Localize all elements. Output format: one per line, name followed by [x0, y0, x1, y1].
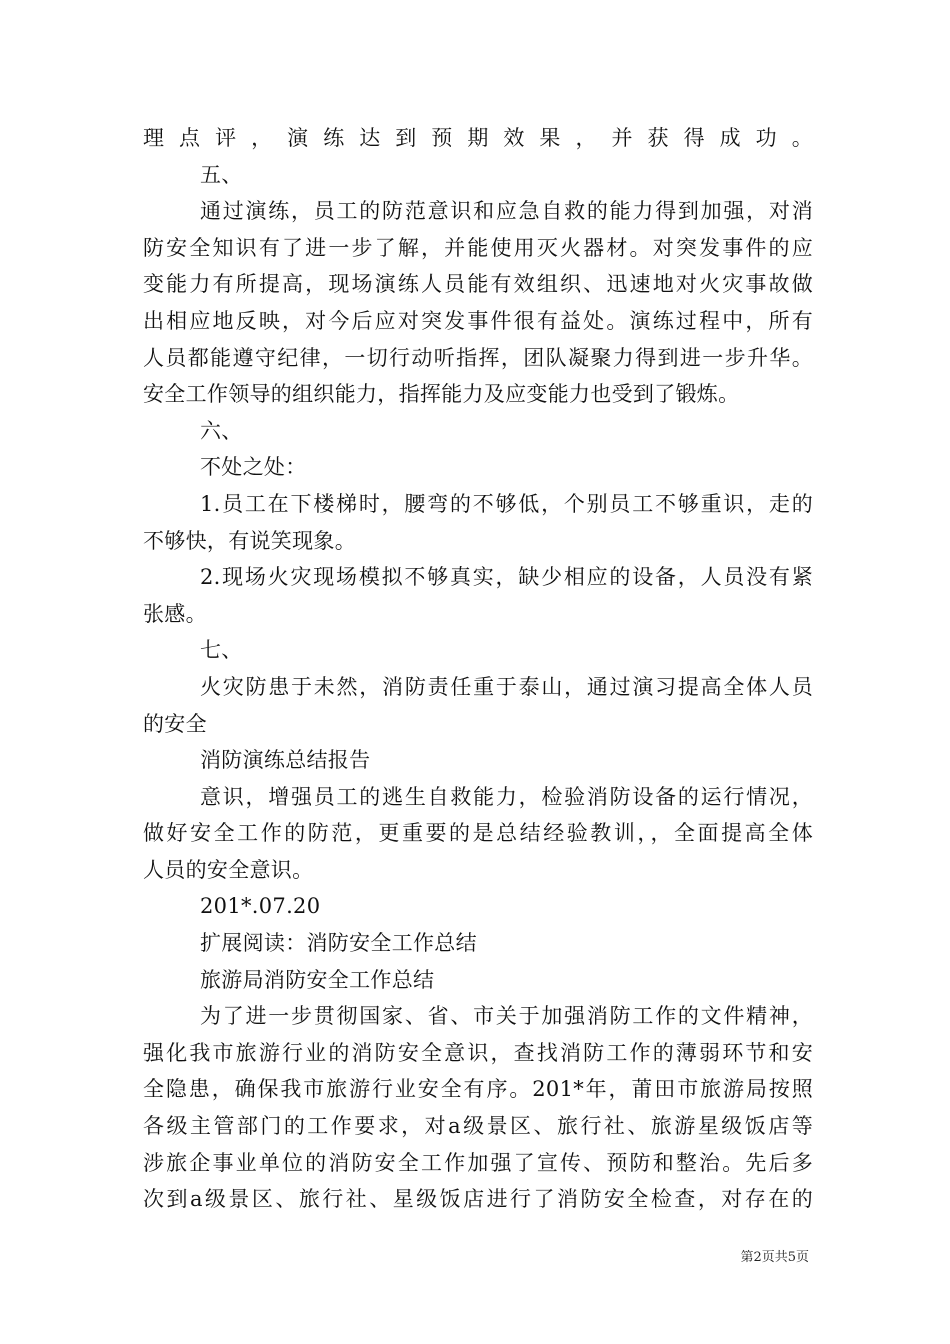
report-title: 消防演练总结报告: [200, 748, 371, 773]
text-line: 次到a级景区、旅行社、星级饭店进行了消防安全检查，对存在的: [143, 1187, 813, 1212]
section-heading: 七、: [200, 638, 243, 663]
text-line: 张感。: [143, 601, 207, 626]
text-line: 人员的安全意识。: [143, 857, 314, 882]
text-line: 火灾防患于未然，消防责任重于泰山，通过演习提高全体人员: [200, 674, 813, 699]
text-line: 为了进一步贯彻国家、省、市关于加强消防工作的文件精神，: [200, 1004, 813, 1029]
text-line: 做好安全工作的防范，更重要的是总结经验教训，，全面提高全体: [143, 821, 813, 846]
section-heading: 六、: [200, 418, 243, 443]
document-body: [143, 120, 813, 1218]
text-line: 通过演练，员工的防范意识和应急自救的能力得到加强，对消: [200, 199, 813, 224]
text-line: 涉旅企事业单位的消防安全工作加强了宣传、预防和整治。先后多: [143, 1150, 813, 1175]
text-line: 变能力有所提高，现场演练人员能有效组织、迅速地对火灾事故做: [143, 272, 813, 297]
extended-reading-title: 扩展阅读：消防安全工作总结: [200, 931, 477, 956]
text-line: 强化我市旅游行业的消防安全意识，查找消防工作的薄弱环节和安: [143, 1040, 813, 1065]
text-line: 人员都能遵守纪律，一切行动听指挥，团队凝聚力得到进一步升华。: [143, 345, 813, 370]
section-heading: 五、: [200, 162, 243, 187]
text-line: 理点评，演练达到预期效果，并获得成功。: [143, 126, 813, 150]
text-line: 的安全: [143, 711, 207, 736]
text-line: 意识，增强员工的逃生自救能力，检验消防设备的运行情况，: [200, 784, 813, 809]
section-title: 旅游局消防安全工作总结: [200, 967, 435, 992]
text-line: 不够快，有说笑现象。: [143, 528, 356, 553]
text-line: 各级主管部门的工作要求，对a级景区、旅行社、旅游星级饭店等: [143, 1114, 813, 1139]
text-line: 全隐患，确保我市旅游行业安全有序。201*年，莆田市旅游局按照: [143, 1077, 813, 1102]
text-line: 防安全知识有了进一步了解，并能使用灭火器材。对突发事件的应: [143, 235, 813, 260]
text-line: 出相应地反映，对今后应对突发事件很有益处。演练过程中，所有: [143, 308, 813, 333]
text-line: 不处之处：: [200, 455, 307, 480]
date-line: 201*.07.20: [200, 894, 321, 919]
page-number: 第2页共5页: [740, 1250, 809, 1265]
list-item: 1.员工在下楼梯时，腰弯的不够低，个别员工不够重识，走的: [200, 491, 813, 516]
list-item: 2.现场火灾现场模拟不够真实，缺少相应的设备，人员没有紧: [200, 565, 813, 590]
text-line: 安全工作领导的组织能力，指挥能力及应变能力也受到了锻炼。: [143, 382, 740, 407]
